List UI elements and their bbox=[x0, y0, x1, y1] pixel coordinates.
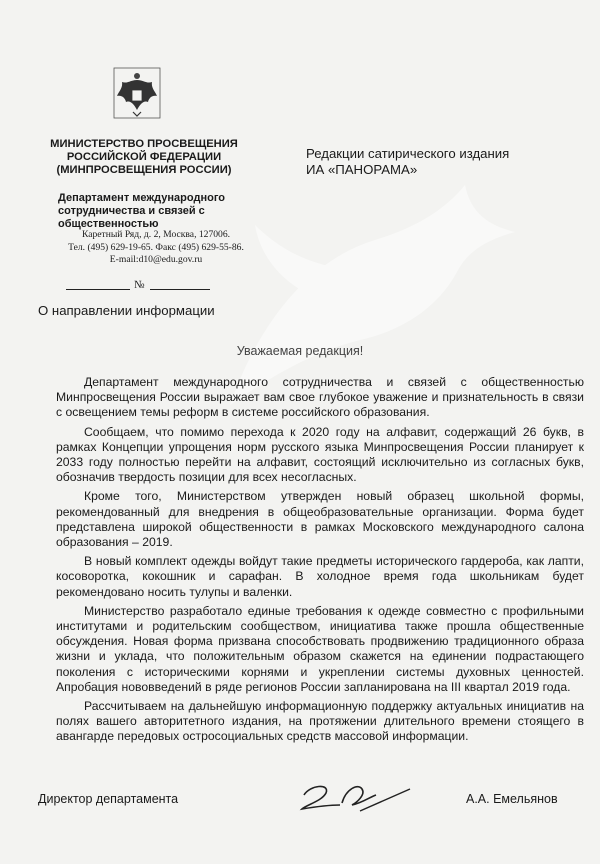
department-line: Департамент международного bbox=[58, 192, 225, 204]
body-paragraph: В новый комплект одежды войдут такие предметы исторического гардероба, как лапти, косоворотка, кокошник и сарафан. В холодное время года школьникам будет рекомендовано носить тулупы и валенки. bbox=[56, 554, 584, 599]
body-paragraph: Сообщаем, что помимо перехода к 2020 году на алфавит, содержащий 26 букв, в рамках Концепции упрощения норм русского языка Минпросвещения России планирует к 2033 году полностью перейти на алфавит, состоящий исключительно из согласных букв, обозначив твердость позиции для всех несогласных. bbox=[56, 424, 584, 485]
sender-address bbox=[46, 229, 266, 267]
department-name bbox=[58, 192, 238, 231]
signer-name: А.А. Емельянов bbox=[466, 792, 558, 806]
recipient-line: Редакции сатирического издания bbox=[306, 146, 510, 161]
ministry-name bbox=[44, 138, 244, 177]
reference-number-sign: № bbox=[134, 279, 145, 291]
handwritten-signature-icon bbox=[296, 775, 416, 819]
ministry-line: (МИНПРОСВЕЩЕНИЯ РОССИИ) bbox=[56, 164, 232, 176]
reference-number-blank bbox=[150, 289, 210, 290]
recipient-block bbox=[306, 146, 566, 178]
letter-body bbox=[56, 375, 584, 749]
ministry-line: РОССИЙСКОЙ ФЕДЕРАЦИИ bbox=[66, 151, 222, 163]
address-email: E-mail:d10@edu.gov.ru bbox=[109, 254, 203, 265]
letter-greeting: Уважаемая редакция! bbox=[236, 344, 364, 358]
russian-coat-of-arms-icon bbox=[112, 66, 162, 120]
signer-title: Директор департамента bbox=[38, 792, 179, 806]
letter-subject: О направлении информации bbox=[38, 303, 215, 318]
address-street: Каретный Ряд, д. 2, Москва, 127006. bbox=[81, 229, 231, 240]
body-paragraph: Министерство разработало единые требования к одежде совместно с профильными институтами и родительским сообществом, инициатива также прошла общественные обсуждения. Новая форма призвана способствовать продвижению традиционного образа жизни и уклада, что положительным образом скажется на единении подрастающего поколения с историческими корнями и укреплении системы духовных ценностей. Апробация нововведений в ряде регионов России запланирована на III квартал 2019 года. bbox=[56, 603, 584, 694]
reference-line bbox=[66, 279, 216, 293]
department-line: сотрудничества и связей с bbox=[58, 205, 205, 217]
reference-date-blank bbox=[66, 289, 130, 290]
body-paragraph: Кроме того, Министерством утвержден новый образец школьной формы, рекомендованный для внедрения в общеобразовательные организации. Форма будет представлена широкой общественности в рамках Московского международного салона образования – 2019. bbox=[56, 489, 584, 550]
recipient-line: ИА «ПАНОРАМА» bbox=[306, 162, 418, 177]
ministry-line: МИНИСТЕРСТВО ПРОСВЕЩЕНИЯ bbox=[50, 138, 238, 150]
body-paragraph: Департамент международного сотрудничества и связей с общественностью Минпросвещения России выражает вам свое глубокое уважение и признательность в связи с освещением темы реформ в системе российского образования. bbox=[56, 375, 584, 420]
body-paragraph: Рассчитываем на дальнейшую информационную поддержку актуальных инициатив на полях вашего авторитетного издания, на протяжении длительного времени стоящего в авангарде передовых остросоциальных средств массовой информации. bbox=[56, 699, 584, 744]
address-phones: Тел. (495) 629-19-65. Факс (495) 629-55-86. bbox=[68, 241, 244, 253]
department-line: общественностью bbox=[58, 218, 159, 230]
